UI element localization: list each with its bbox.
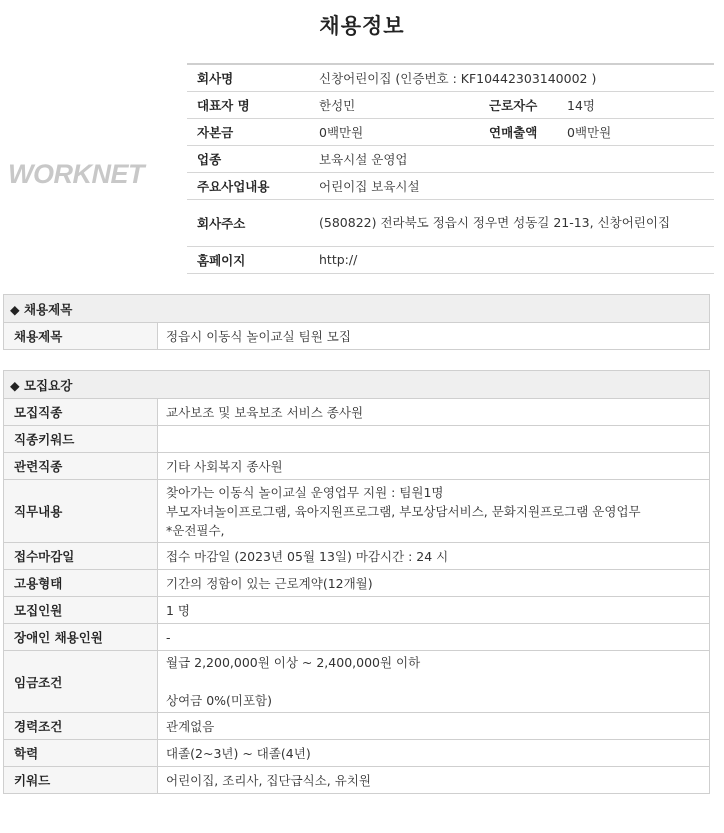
ceo-label: 대표자 명 bbox=[187, 91, 311, 118]
address-label: 회사주소 bbox=[187, 199, 311, 246]
employees-value: 14명 bbox=[559, 91, 714, 118]
company-name-label: 회사명 bbox=[187, 64, 311, 91]
recruit-row-value bbox=[158, 651, 710, 713]
recruit-row bbox=[4, 399, 710, 426]
recruit-title-value: 정읍시 이동식 놀이교실 팀원 모집 bbox=[158, 323, 710, 350]
recruit-row bbox=[4, 480, 710, 543]
recruit-row-value: 기간의 정함이 있는 근로계약(12개월) bbox=[158, 570, 710, 597]
ceo-value: 한성민 bbox=[311, 91, 481, 118]
recruit-row bbox=[4, 597, 710, 624]
recruit-row bbox=[4, 767, 710, 794]
industry-value: 보육시설 운영업 bbox=[311, 145, 714, 172]
company-row-capital bbox=[187, 118, 714, 145]
company-info-table bbox=[187, 63, 714, 274]
recruit-row-value bbox=[158, 480, 710, 543]
company-name-value: 신창어린이집 (인증번호 : KF10442303140002 ) bbox=[311, 64, 714, 91]
page-title: 채용정보 bbox=[319, 14, 405, 38]
company-row-address bbox=[187, 199, 714, 246]
recruit-row-value-line: 부모자녀놀이프로그램, 육아지원프로그램, 부모상담서비스, 문화지원프로그램 운영업무 bbox=[166, 503, 641, 519]
homepage-label: 홈페이지 bbox=[187, 246, 311, 273]
company-row-business bbox=[187, 172, 714, 199]
recruit-row-label: 장애인 채용인원 bbox=[4, 624, 158, 651]
recruit-row-label: 직무내용 bbox=[4, 480, 158, 543]
business-value: 어린이집 보육시설 bbox=[311, 172, 714, 199]
recruit-row-value: 어린이집, 조리사, 집단급식소, 유치원 bbox=[158, 767, 710, 794]
recruit-title-section bbox=[3, 294, 710, 350]
recruit-row bbox=[4, 453, 710, 480]
recruit-row-label: 키워드 bbox=[4, 767, 158, 794]
recruit-row-value-line: 상여금 0%(미포함) bbox=[166, 693, 273, 708]
recruit-row-value-line bbox=[166, 672, 701, 691]
recruit-row-value bbox=[158, 426, 710, 453]
recruit-row bbox=[4, 740, 710, 767]
recruit-row-label: 고용형태 bbox=[4, 570, 158, 597]
recruit-title-row bbox=[4, 323, 710, 350]
worknet-logo-text: WORKNET bbox=[8, 159, 144, 189]
capital-label: 자본금 bbox=[187, 118, 311, 145]
company-row-industry bbox=[187, 145, 714, 172]
recruit-row-value: 접수 마감일 (2023년 05월 13일) 마감시간 : 24 시 bbox=[158, 543, 710, 570]
recruit-row-value: 1 명 bbox=[158, 597, 710, 624]
recruit-row-label: 접수마감일 bbox=[4, 543, 158, 570]
recruit-row-label: 경력조건 bbox=[4, 713, 158, 740]
recruit-row bbox=[4, 624, 710, 651]
homepage-link[interactable]: http:// bbox=[311, 246, 714, 273]
recruit-row-label: 모집인원 bbox=[4, 597, 158, 624]
recruit-row-value-line: *운전필수, bbox=[166, 522, 225, 538]
recruit-row bbox=[4, 570, 710, 597]
recruit-title-header: ◆ 채용제목 bbox=[4, 295, 710, 323]
recruit-row-label: 모집직종 bbox=[4, 399, 158, 426]
company-row-name bbox=[187, 64, 714, 91]
recruit-row bbox=[4, 543, 710, 570]
recruit-requirements-header: ◆ 모집요강 bbox=[4, 371, 710, 399]
business-label: 주요사업내용 bbox=[187, 172, 311, 199]
recruit-row-value-line: 찾아가는 이동식 놀이교실 운영업무 지원 : 팀원1명 bbox=[166, 484, 444, 500]
industry-label: 업종 bbox=[187, 145, 311, 172]
recruit-row bbox=[4, 651, 710, 713]
recruit-row-value: 기타 사회복지 종사원 bbox=[158, 453, 710, 480]
company-row-ceo bbox=[187, 91, 714, 118]
recruit-row-value: - bbox=[158, 624, 710, 651]
recruit-row-value: 대졸(2~3년) ~ 대졸(4년) bbox=[158, 740, 710, 767]
recruit-row bbox=[4, 713, 710, 740]
worknet-logo bbox=[8, 153, 160, 193]
recruit-rows bbox=[4, 399, 710, 794]
recruit-row-label: 관련직종 bbox=[4, 453, 158, 480]
company-row-homepage bbox=[187, 246, 714, 273]
sales-value: 0백만원 bbox=[559, 118, 714, 145]
employees-label: 근로자수 bbox=[481, 91, 559, 118]
sales-label: 연매출액 bbox=[481, 118, 559, 145]
recruit-title-label: 채용제목 bbox=[4, 323, 158, 350]
capital-value: 0백만원 bbox=[311, 118, 481, 145]
recruit-row-value: 관계없음 bbox=[158, 713, 710, 740]
address-value: (580822) 전라북도 정읍시 정우면 성동길 21-13, 신창어린이집 bbox=[311, 199, 714, 246]
recruit-requirements-section bbox=[3, 370, 710, 794]
recruit-row-label: 임금조건 bbox=[4, 651, 158, 713]
recruit-row-value: 교사보조 및 보육보조 서비스 종사원 bbox=[158, 399, 710, 426]
recruit-row-label: 학력 bbox=[4, 740, 158, 767]
recruit-row bbox=[4, 426, 710, 453]
recruit-row-value-line: 월급 2,200,000원 이상 ~ 2,400,000원 이하 bbox=[166, 655, 421, 670]
recruit-row-label: 직종키워드 bbox=[4, 426, 158, 453]
